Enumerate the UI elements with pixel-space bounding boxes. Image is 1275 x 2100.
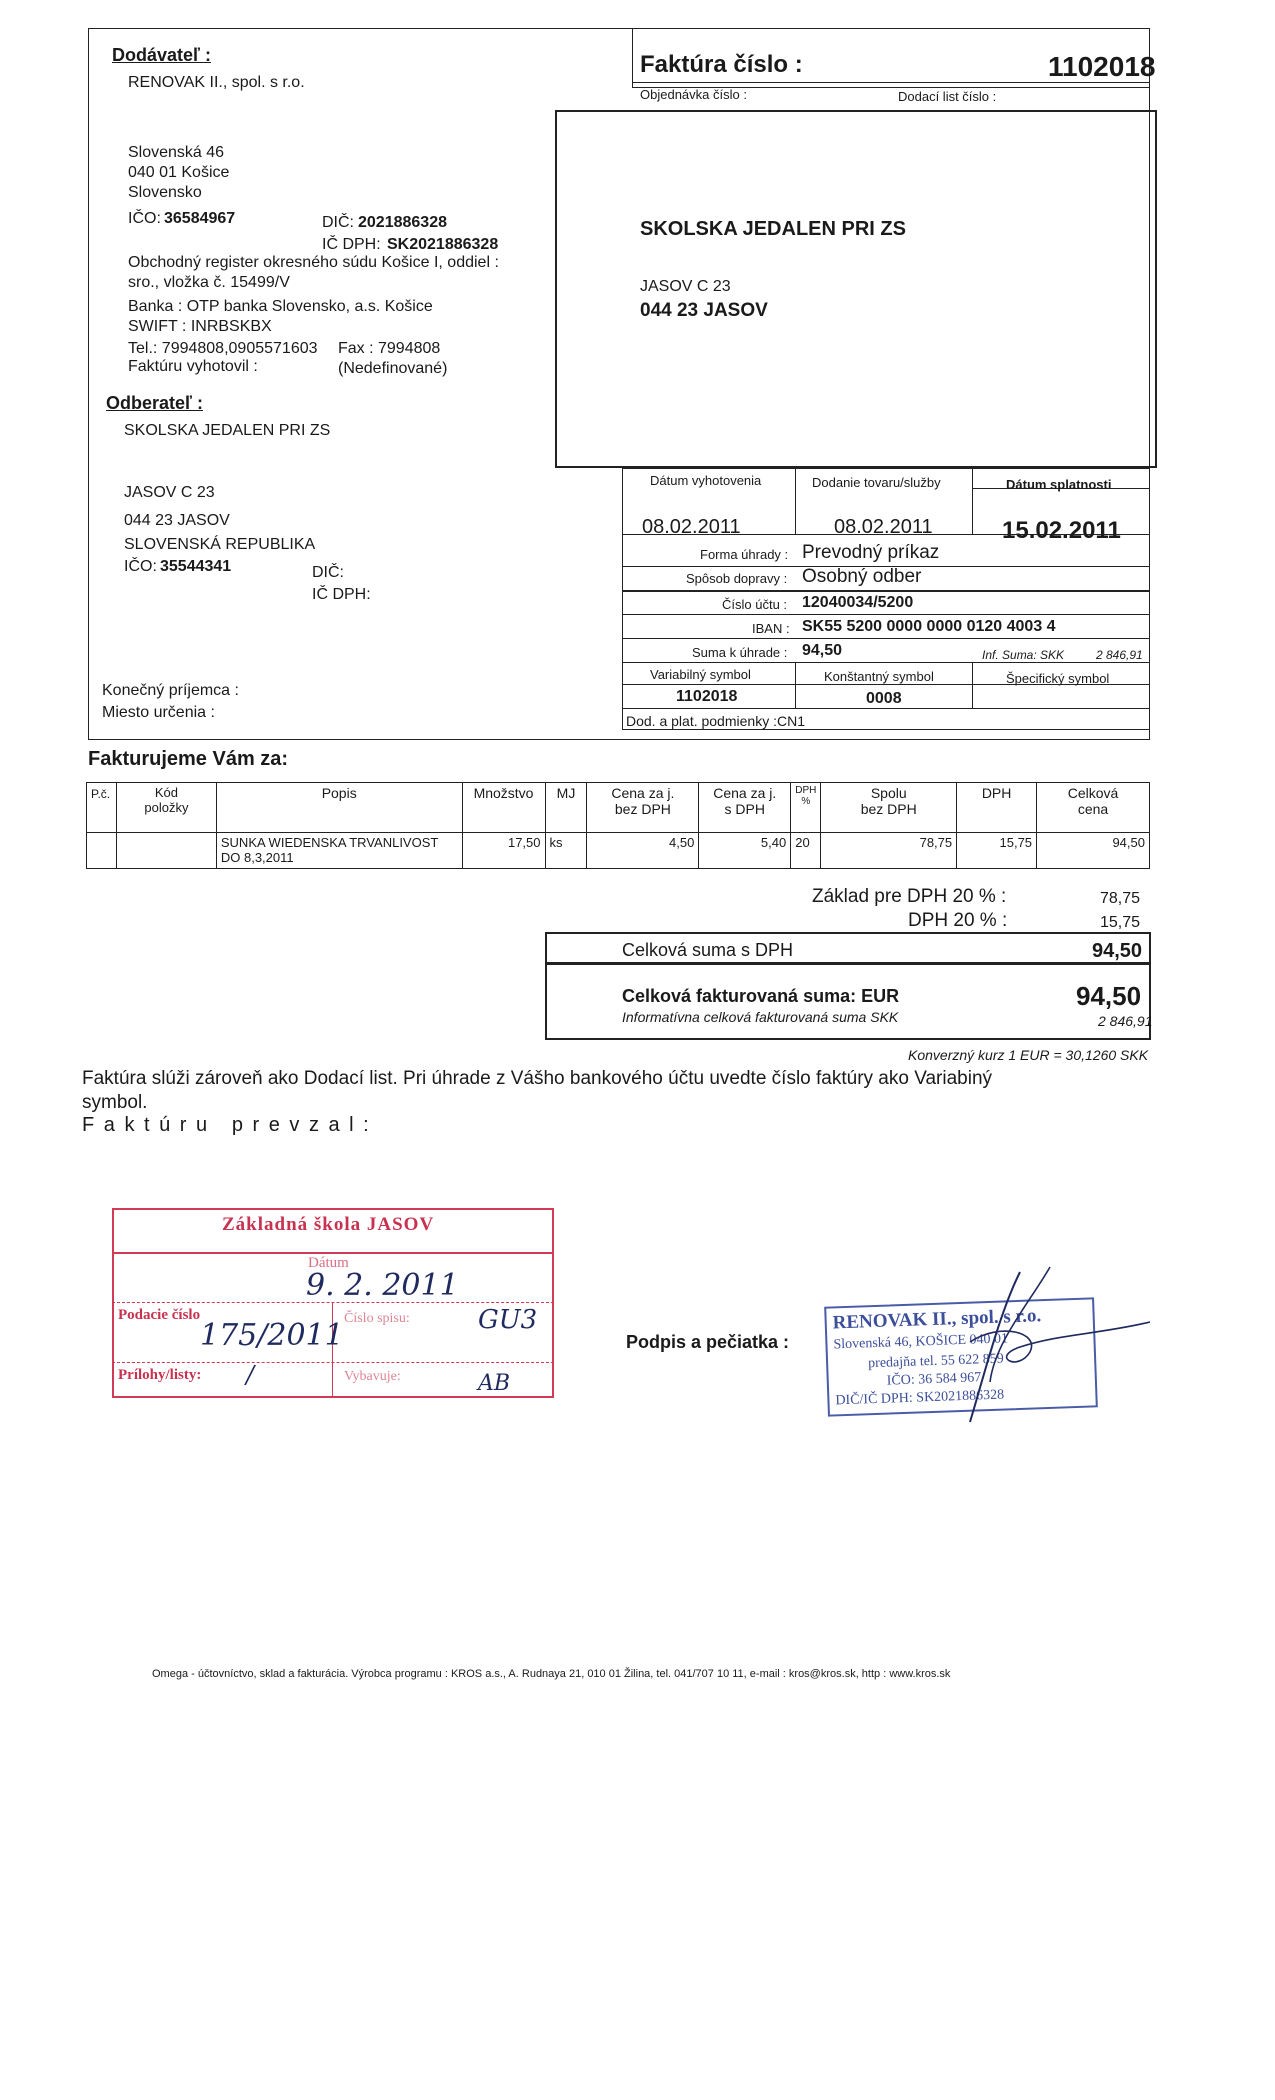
- vs-label: Variabilný symbol: [650, 667, 751, 682]
- supplier-country: Slovensko: [128, 184, 202, 201]
- items-table: [86, 782, 1150, 869]
- conditions: Dod. a plat. podmienky :CN1: [626, 713, 805, 729]
- final-recipient-label: Konečný príjemca :: [102, 682, 239, 699]
- supplier-street: Slovenská 46: [128, 144, 225, 161]
- cell-price-in: 5,40: [699, 833, 791, 869]
- amount-due: 94,50: [802, 642, 843, 659]
- vs-value: 1102018: [676, 688, 738, 705]
- supplier-issued-by-label: Faktúru vyhotovil :: [128, 358, 258, 375]
- school-stamp-handles: AB: [478, 1371, 511, 1396]
- addressee-name: SKOLSKA JEDALEN PRI ZS: [640, 218, 906, 240]
- th-total: Celková cena: [1037, 783, 1150, 833]
- issue-date-label: Dátum vyhotovenia: [650, 473, 762, 488]
- addressee-street: JASOV C 23: [640, 278, 731, 295]
- invoice-number: 1102018: [1048, 51, 1156, 82]
- th-price-in: Cena za j. s DPH: [699, 783, 791, 833]
- supplier-ico: 36584967: [164, 210, 236, 227]
- destination-label: Miesto určenia :: [102, 704, 215, 721]
- company-stamp-line4: IČO: 36 584 967: [886, 1370, 982, 1389]
- school-stamp-handles-label: Vybavuje:: [344, 1369, 401, 1384]
- school-stamp-filing-label: Podacie číslo: [118, 1307, 201, 1323]
- cell-vat: 15,75: [957, 833, 1037, 869]
- school-stamp-title: Základná škola JASOV: [222, 1214, 435, 1235]
- addressee-city: 044 23 JASOV: [640, 300, 768, 321]
- supplier-city: 040 01 Košice: [128, 164, 230, 181]
- info-total: 2 846,91: [1098, 1013, 1153, 1029]
- th-code: Kód položky: [116, 783, 216, 833]
- delivery-date: 08.02.2011: [834, 516, 933, 538]
- amount-due-label: Suma k úhrade :: [692, 645, 788, 660]
- customer-ico-label: IČO:: [124, 558, 157, 575]
- inf-sum-label: Inf. Suma: SKK: [982, 648, 1065, 662]
- invoice-title: Faktúra číslo :: [640, 51, 803, 78]
- grand-total: 94,50: [1076, 981, 1142, 1011]
- note-line-1: Faktúra slúži zároveň ako Dodací list. Pri úhrade z Vášho bankového účtu uvedte číslo faktúry ako Variabiný: [82, 1068, 993, 1089]
- supplier-dic: 2021886328: [358, 214, 447, 231]
- customer-street: JASOV C 23: [124, 484, 215, 501]
- supplier-fax: Fax : 7994808: [338, 340, 441, 357]
- customer-country: SLOVENSKÁ REPUBLIKA: [124, 536, 316, 553]
- supplier-issued-by: (Nedefinované): [338, 360, 448, 377]
- school-stamp-number: GU3: [478, 1305, 538, 1335]
- company-stamp-line5: DIČ/IČ DPH: SK2021886328: [835, 1387, 1005, 1409]
- table-header-row: [87, 783, 1150, 833]
- supplier-dic-label: DIČ:: [322, 214, 354, 231]
- items-heading: Fakturujeme Vám za:: [88, 748, 289, 770]
- cell-unit: ks: [545, 833, 587, 869]
- order-number-label: Objednávka číslo :: [640, 87, 747, 102]
- supplier-swift: SWIFT : INRBSKBX: [128, 318, 272, 335]
- school-stamp-attachments-label: Prílohy/listy:: [118, 1367, 202, 1383]
- cell-desc: SUNKA WIEDENSKA TRVANLIVOST DO 8,3,2011: [216, 833, 462, 869]
- cell-price-ex: 4,50: [587, 833, 699, 869]
- account-label: Číslo účtu :: [722, 597, 788, 612]
- issue-date: 08.02.2011: [642, 516, 741, 538]
- customer-icdph-label: IČ DPH:: [312, 586, 371, 603]
- total-with-vat-label: Celková suma s DPH: [622, 940, 794, 960]
- supplier-register-2: sro., vložka č. 15499/V: [128, 274, 290, 291]
- cell-code: [116, 833, 216, 869]
- th-unit: MJ: [545, 783, 587, 833]
- company-stamp-line1: RENOVAK II., spol. s r.o.: [832, 1305, 1042, 1334]
- cell-pc: [87, 833, 117, 869]
- customer-name: SKOLSKA JEDALEN PRI ZS: [124, 422, 331, 439]
- footer: Omega - účtovníctvo, sklad a fakturácia. Výrobca programu : KROS a.s., A. Rudnaya 21, 010 01 Žilina, tel. 041/707 10 11, e-mail : kros@kros.sk, http : www.kros.sk: [152, 1668, 951, 1680]
- supplier-icdph-label: IČ DPH:: [322, 236, 381, 253]
- cell-total-ex: 78,75: [821, 833, 957, 869]
- supplier-heading: Dodávateľ :: [112, 45, 211, 65]
- ks-label: Konštantný symbol: [824, 669, 934, 684]
- supplier-tel: Tel.: 7994808,0905571603: [128, 340, 318, 357]
- school-stamp-date: 9. 2. 2011: [306, 1268, 459, 1303]
- school-stamp-attachments: /: [246, 1361, 255, 1389]
- signature-label: Podpis a pečiatka :: [626, 1332, 790, 1352]
- total-with-vat: 94,50: [1092, 940, 1143, 962]
- customer-city: 044 23 JASOV: [124, 512, 230, 529]
- iban: SK55 5200 0000 0000 0120 4003 4: [802, 618, 1056, 635]
- cell-vat-pct: 20: [791, 833, 821, 869]
- transport: Osobný odber: [802, 566, 922, 587]
- handwritten-signature: [900, 1262, 1160, 1432]
- inf-sum: 2 846,91: [1096, 648, 1143, 662]
- customer-heading: Odberateľ :: [106, 393, 203, 413]
- th-vat: DPH: [957, 783, 1037, 833]
- cell-total: 94,50: [1037, 833, 1150, 869]
- vat-amount: 15,75: [1100, 914, 1141, 931]
- company-stamp-line2: Slovenská 46, KOŠICE 040 01: [833, 1331, 1009, 1353]
- supplier-ico-label: IČO:: [128, 210, 161, 227]
- payment-form-label: Forma úhrady :: [700, 547, 789, 562]
- vat-base: 78,75: [1100, 890, 1141, 907]
- exchange-rate: Konverzný kurz 1 EUR = 30,1260 SKK: [908, 1047, 1149, 1063]
- account-number: 12040034/5200: [802, 594, 914, 611]
- supplier-register-1: Obchodný register okresného súdu Košice I, oddiel :: [128, 254, 499, 271]
- th-qty: Množstvo: [462, 783, 545, 833]
- supplier-bank: Banka : OTP banka Slovensko, a.s. Košice: [128, 298, 433, 315]
- received-label: F a k t ú r u p r e v z a l :: [82, 1114, 371, 1136]
- th-desc: Popis: [216, 783, 462, 833]
- company-stamp-line3: predajňa tel. 55 622 859: [867, 1351, 1005, 1372]
- payment-form: Prevodný príkaz: [802, 542, 940, 563]
- note-line-2: symbol.: [82, 1092, 148, 1113]
- school-stamp-filing: 175/2011: [200, 1318, 344, 1353]
- grand-total-label: Celková fakturovaná suma: EUR: [622, 986, 900, 1006]
- th-vat-pct: DPH %: [791, 783, 821, 833]
- due-date: 15.02.2011: [1002, 517, 1121, 544]
- iban-label: IBAN :: [752, 621, 790, 636]
- th-total-ex: Spolu bez DPH: [821, 783, 957, 833]
- delivery-note-label: Dodací list číslo :: [898, 89, 997, 104]
- supplier-icdph: SK2021886328: [387, 236, 499, 253]
- table-row: [87, 833, 1150, 869]
- ks-value: 0008: [866, 690, 902, 707]
- due-date-label: Dátum splatnosti: [1006, 477, 1112, 492]
- customer-ico: 35544341: [160, 558, 232, 575]
- school-stamp-number-label: Číslo spisu:: [344, 1311, 410, 1326]
- vat-label: DPH 20 % :: [908, 910, 1008, 931]
- school-stamp-date-label: Dátum: [308, 1255, 349, 1271]
- ss-label: Špecifický symbol: [1006, 671, 1110, 686]
- cell-qty: 17,50: [462, 833, 545, 869]
- vat-base-label: Základ pre DPH 20 % :: [812, 886, 1007, 907]
- customer-dic-label: DIČ:: [312, 564, 344, 581]
- supplier-name: RENOVAK II., spol. s r.o.: [128, 74, 305, 91]
- th-pc: P.č.: [87, 783, 117, 833]
- th-price-ex: Cena za j. bez DPH: [587, 783, 699, 833]
- transport-label: Spôsob dopravy :: [686, 571, 788, 586]
- delivery-date-label: Dodanie tovaru/služby: [812, 475, 941, 490]
- info-total-label: Informatívna celková fakturovaná suma SKK: [622, 1009, 899, 1025]
